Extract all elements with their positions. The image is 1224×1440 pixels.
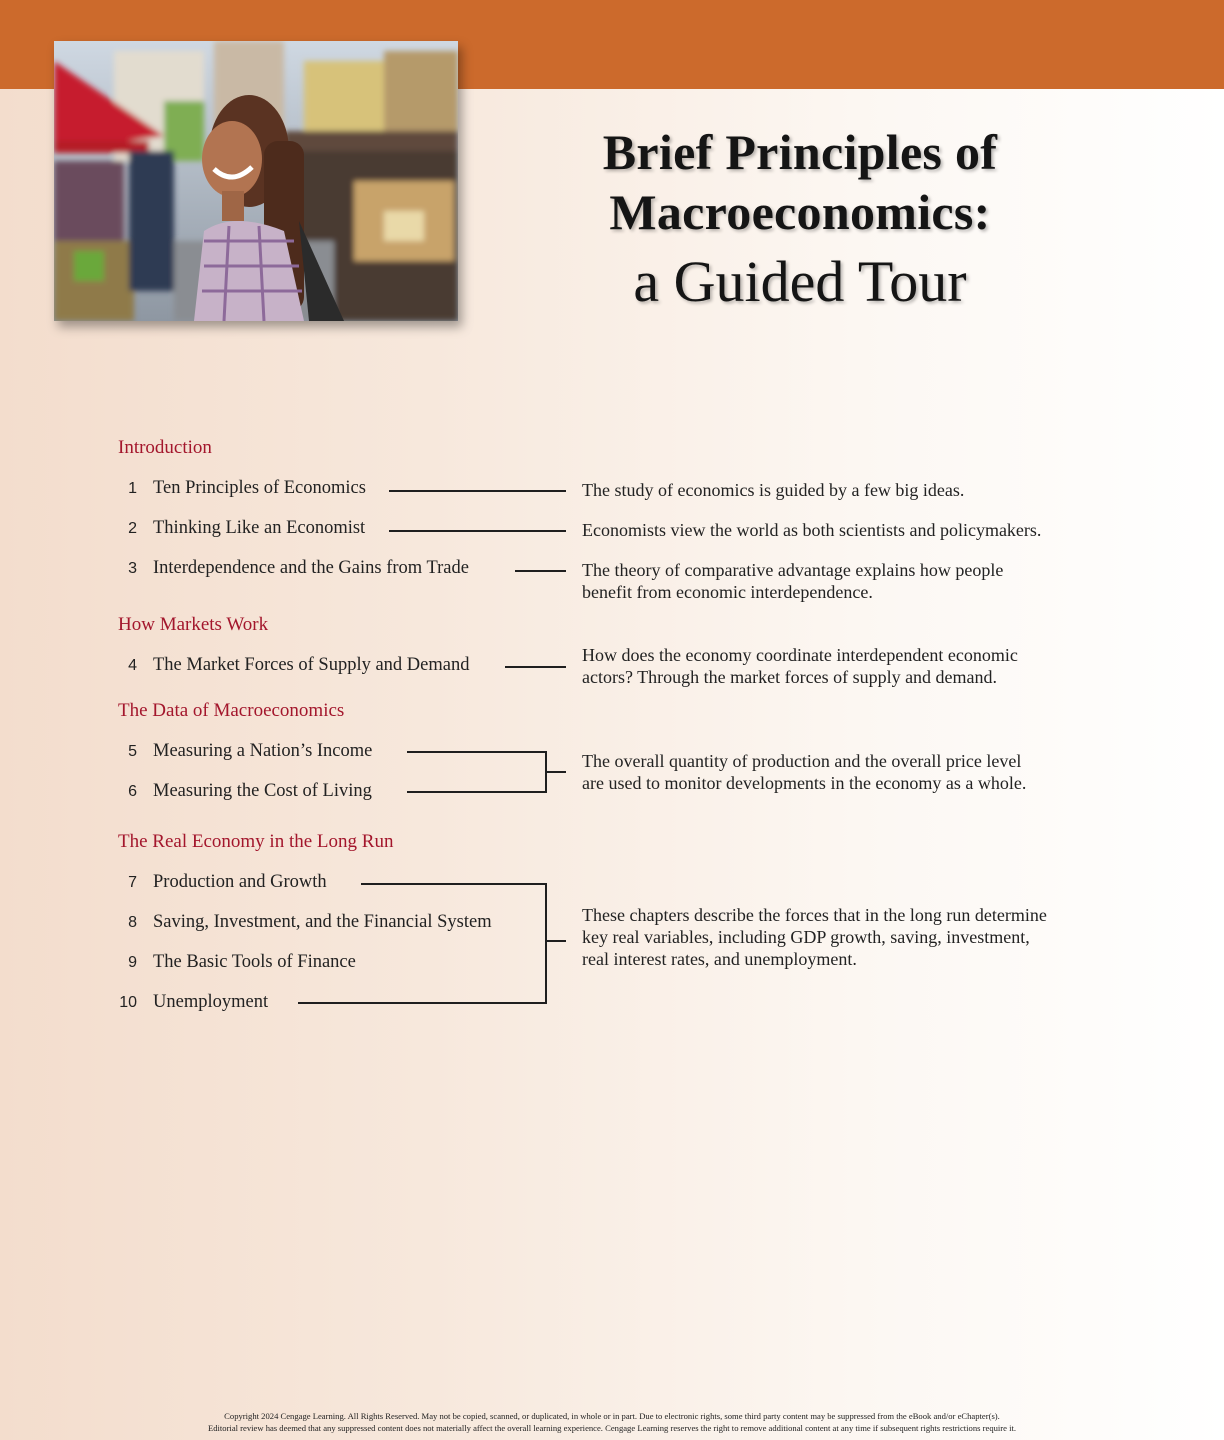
chapter-number: 3 (128, 560, 137, 577)
chapter-number: 2 (128, 520, 137, 537)
description-chapters-5-6 (582, 750, 1122, 794)
section-heading-real-economy-long-run: The Real Economy in the Long Run (118, 831, 394, 852)
copyright-line-2: Editorial review has deemed that any suppressed content does not materially affect the overall learning experience. Cengage Learning reserves the right to remove additional content at any time if subsequent rights restrictions require it. (207, 1423, 1017, 1433)
copyright-line-1: Copyright 2024 Cengage Learning. All Rights Reserved. May not be copied, scanned, or duplicated, in whole or in part. Due to electronic rights, some third party content may be suppressed from the eBook and/or eChapter(s). (224, 1411, 1000, 1421)
chapter-number: 8 (128, 914, 137, 931)
chapter-title-interdependence: Interdependence and the Gains from Trade (153, 558, 469, 578)
description-line: real interest rates, and unemployment. (582, 949, 857, 969)
chapter-title-ten-principles: Ten Principles of Economics (153, 478, 366, 498)
description-line: actors? Through the market forces of supply and demand. (582, 667, 998, 687)
description-line: These chapters describe the forces that in the long run determine (582, 905, 1047, 925)
chapter-number: 7 (128, 874, 137, 891)
description-chapter-1 (582, 479, 1122, 501)
copyright-notice (0, 1410, 1224, 1434)
chapter-number: 9 (128, 954, 137, 971)
description-chapters-7-10 (582, 904, 1122, 970)
chapter-number: 10 (119, 994, 137, 1011)
chapter-number: 4 (128, 657, 137, 674)
chapter-number: 6 (128, 783, 137, 800)
description-chapter-2 (582, 519, 1122, 541)
chapter-number: 5 (128, 743, 137, 760)
title-line-2: Macroeconomics: (609, 184, 991, 240)
section-heading-introduction: Introduction (118, 437, 212, 458)
description-chapter-4 (582, 644, 1122, 688)
chapter-title-unemployment: Unemployment (153, 992, 269, 1012)
title-line-1: Brief Principles of (602, 124, 998, 180)
chapter-title-supply-demand: The Market Forces of Supply and Demand (153, 655, 470, 675)
description-line: The theory of comparative advantage explains how people (582, 560, 1004, 580)
description-line: are used to monitor developments in the economy as a whole. (582, 773, 1027, 793)
description-line: key real variables, including GDP growth, saving, investment, (582, 927, 1030, 947)
chapter-title-saving-investment: Saving, Investment, and the Financial System (153, 912, 492, 932)
description-line: benefit from economic interdependence. (582, 582, 873, 602)
chapter-title-tools-of-finance: The Basic Tools of Finance (153, 952, 356, 972)
section-heading-how-markets-work: How Markets Work (118, 614, 269, 635)
chapter-title-measuring-income: Measuring a Nation’s Income (153, 741, 373, 761)
chapter-title-production-growth: Production and Growth (153, 872, 327, 892)
description-line: The study of economics is guided by a few big ideas. (582, 480, 965, 500)
description-line: Economists view the world as both scientists and policymakers. (582, 520, 1042, 540)
chapter-title-cost-of-living: Measuring the Cost of Living (153, 781, 372, 801)
description-chapter-3 (582, 559, 1122, 603)
section-heading-data-of-macroeconomics: The Data of Macroeconomics (118, 700, 345, 721)
chapter-number: 1 (128, 480, 137, 497)
description-line: How does the economy coordinate interdependent economic (582, 645, 1018, 665)
chapter-title-thinking-like-economist: Thinking Like an Economist (153, 518, 366, 538)
description-line: The overall quantity of production and the overall price level (582, 751, 1022, 771)
title-line-3: a Guided Tour (633, 249, 967, 314)
